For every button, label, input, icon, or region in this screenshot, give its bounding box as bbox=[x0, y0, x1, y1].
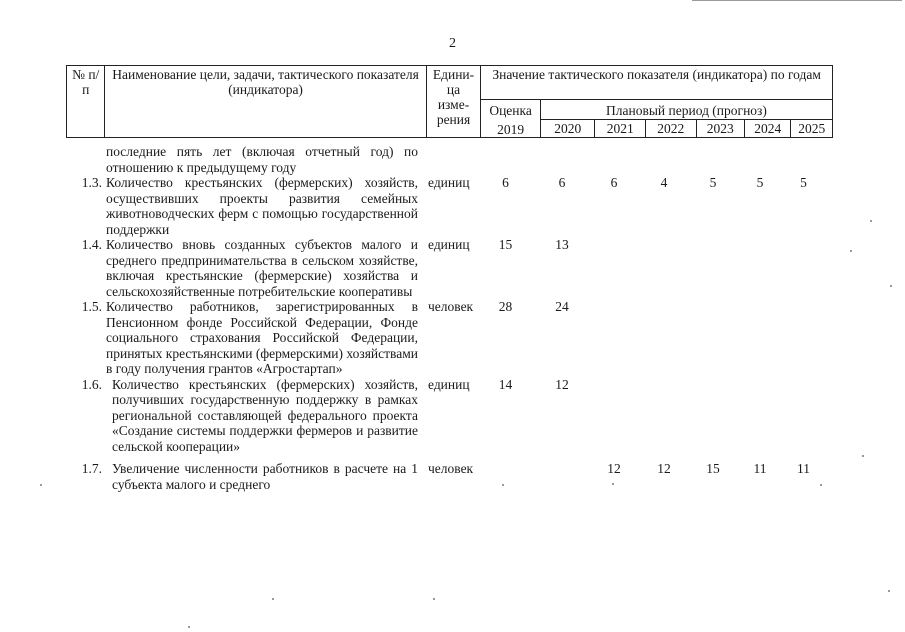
header-year-2024: 2024 bbox=[745, 120, 791, 138]
table-row bbox=[66, 237, 833, 299]
header-value-group: Значение тактического показателя (индикатора) по годам bbox=[481, 66, 833, 100]
row-unit: единиц bbox=[428, 237, 470, 252]
scan-speck bbox=[862, 455, 864, 457]
value-2025: 11 bbox=[797, 461, 810, 476]
row-unit: единиц bbox=[428, 175, 470, 190]
value-2020: 24 bbox=[555, 299, 569, 314]
value-2020: 12 bbox=[555, 376, 569, 392]
table-body bbox=[66, 144, 833, 492]
header-year-2021: 2021 bbox=[595, 120, 646, 138]
scan-speck bbox=[890, 285, 892, 287]
scan-speck bbox=[888, 590, 890, 592]
scan-speck bbox=[612, 483, 614, 485]
value-2024: 11 bbox=[753, 461, 767, 476]
scan-speck bbox=[433, 598, 435, 600]
continuation-row bbox=[66, 144, 833, 175]
scan-speck bbox=[820, 484, 822, 486]
header-estimate-label: Оценка bbox=[489, 103, 532, 118]
row-name: Количество крестьянских (фермерских) хозяйств, получивших государственную поддержку в рамках региональной составляющей федерального проекта «Создание системы поддержки фермеров и развитие сельской кооперации» bbox=[112, 376, 418, 454]
value-2024: 5 bbox=[756, 175, 764, 190]
row-name: Количество работников, зарегистрированных в Пенсионном фонде Российской Федерации, Фонде социального страхования Российской Федерации, принятых крестьянскими (фермерскими) хозяйствами в году получения грантов «Агростартап» bbox=[106, 299, 418, 376]
header-year-2025: 2025 bbox=[791, 120, 833, 138]
value-2019: 14 bbox=[498, 376, 513, 392]
header-year-2023: 2023 bbox=[696, 120, 745, 138]
scan-speck bbox=[40, 484, 42, 486]
value-2021: 6 bbox=[610, 175, 618, 190]
header-year-2019: 2019 bbox=[497, 122, 525, 137]
value-2019: 15 bbox=[498, 237, 513, 252]
header-unit-line1: Едини- bbox=[432, 67, 475, 82]
value-2022: 12 bbox=[657, 461, 671, 476]
row-num: 1.3. bbox=[81, 175, 102, 190]
header-name: Наименование цели, задачи, тактического показателя (индикатора) bbox=[105, 66, 426, 138]
header-num: № п/п bbox=[67, 66, 105, 138]
value-2020: 6 bbox=[558, 175, 566, 190]
scan-speck bbox=[870, 220, 872, 222]
row-name: Увеличение численности работников в расчете на 1 субъекта малого и среднего bbox=[112, 461, 418, 492]
header-year-2020: 2020 bbox=[540, 120, 595, 138]
value-2023: 15 bbox=[706, 461, 720, 476]
header-unit-line3: изме- bbox=[437, 97, 470, 112]
value-2021: 12 bbox=[607, 461, 621, 476]
row-num: 1.6. bbox=[81, 376, 102, 392]
header-table bbox=[66, 65, 833, 138]
table-row bbox=[66, 299, 833, 377]
continuation-text: последние пять лет (включая отчетный год) по отношению к предыдущему году bbox=[106, 144, 418, 175]
value-2022: 4 bbox=[660, 175, 668, 190]
row-name: Количество вновь созданных субъектов малого и среднего предпринимательства в сельском хозяйстве, включая крестьянские (фермерские) хозяйства и сельскохозяйственные потребительские кооперативы bbox=[106, 237, 418, 299]
table-row bbox=[66, 377, 833, 455]
value-2019: 28 bbox=[498, 299, 513, 314]
scan-speck bbox=[188, 626, 190, 628]
value-2025: 5 bbox=[800, 175, 807, 190]
header-year-2022: 2022 bbox=[645, 120, 696, 138]
value-2020: 13 bbox=[555, 237, 569, 252]
value-2023: 5 bbox=[709, 175, 717, 190]
header-unit-line4: рения bbox=[436, 112, 471, 127]
top-edge-mark bbox=[692, 0, 902, 5]
row-num: 1.4. bbox=[81, 237, 102, 252]
row-num: 1.7. bbox=[81, 461, 102, 476]
row-num: 1.5. bbox=[81, 299, 102, 314]
table-row bbox=[66, 175, 833, 237]
header-unit-line2: ца bbox=[446, 82, 461, 97]
scan-speck bbox=[850, 250, 852, 252]
scan-speck bbox=[272, 598, 274, 600]
page-number: 2 bbox=[449, 36, 456, 51]
table-row bbox=[66, 461, 833, 492]
value-2019: 6 bbox=[502, 175, 509, 190]
row-unit: человек bbox=[428, 461, 474, 476]
header-unit bbox=[426, 66, 481, 138]
row-unit: человек bbox=[428, 299, 474, 314]
header-planned: Плановый период (прогноз) bbox=[540, 100, 832, 120]
header-estimate bbox=[481, 100, 541, 138]
row-unit: единиц bbox=[428, 376, 470, 392]
scan-speck bbox=[502, 484, 504, 486]
row-name: Количество крестьянских (фермерских) хозяйств, осуществивших проекты развития семейных животноводческих ферм с помощью государственной поддержки bbox=[106, 175, 418, 237]
